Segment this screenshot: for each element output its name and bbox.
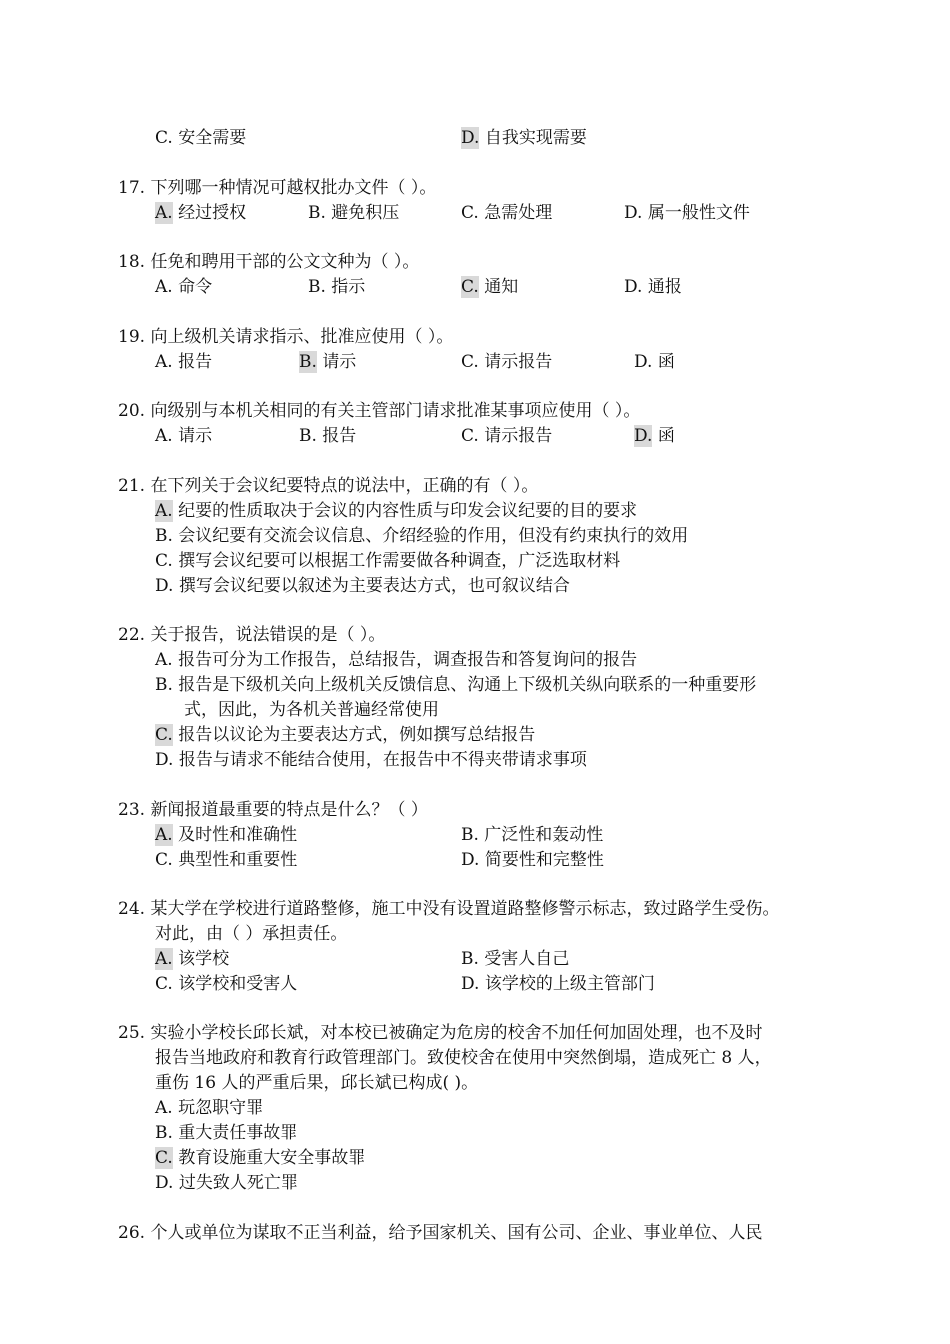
option-text: 该学校: [178, 949, 230, 969]
q26-stem-line1: 26. 个人或单位为谋取不正当利益，给予国家机关、国有公司、企业、事业单位、人民: [118, 1223, 763, 1243]
q22-stem: 22. 关于报告，说法错误的是（ ）。: [118, 625, 386, 645]
q25-stem-line1: 25. 实验小学校长邱长斌，对本校已被确定为危房的校舍不加任何加固处理，也不及时: [118, 1023, 763, 1043]
q20-stem: 20. 向级别与本机关相同的有关主管部门请求批准某事项应使用（ ）。: [118, 401, 641, 421]
q23-option-c: C. 典型性和重要性: [155, 850, 298, 870]
q20-option-c: C. 请示报告: [461, 426, 553, 446]
option-text: 安全需要: [178, 128, 247, 148]
q17-option-b: B. 避免积压: [308, 203, 400, 223]
q18-option-b: B. 指示: [308, 277, 366, 297]
q24-option-d: D. 该学校的上级主管部门: [461, 974, 655, 994]
q22-option-b-line1: B. 报告是下级机关向上级机关反馈信息、沟通上下级机关纵向联系的一种重要形: [155, 675, 757, 695]
q19-stem: 19. 向上级机关请求指示、批准应使用（ ）。: [118, 327, 454, 347]
q23-option-a: [155, 824, 297, 846]
answer-highlight: A.: [155, 501, 173, 521]
q21-option-a: [155, 500, 637, 522]
q21-option-c: C. 撰写会议纪要可以根据工作需要做各种调查，广泛选取材料: [155, 551, 621, 571]
answer-highlight: D.: [461, 128, 480, 148]
q22-option-d: D. 报告与请求不能结合使用，在报告中不得夹带请求事项: [155, 750, 587, 770]
option-text: 纪要的性质取决于会议的内容性质与印发会议纪要的目的要求: [178, 501, 638, 521]
option-text: 请示: [322, 352, 357, 372]
answer-highlight: A.: [155, 825, 173, 845]
q25-stem-line3: 重伤 16 人的严重后果，邱长斌已构成( )。: [155, 1073, 479, 1093]
q19-option-b: [299, 351, 356, 373]
q24-stem-line1: 24. 某大学在学校进行道路整修，施工中没有设置道路整修警示标志，致过路学生受伤。: [118, 899, 780, 919]
q16-option-c: [155, 127, 246, 149]
q20-option-a: A. 请示: [155, 426, 213, 446]
option-text: 自我实现需要: [484, 128, 587, 148]
q17-option-d: D. 属一般性文件: [624, 203, 750, 223]
q16-option-d: [461, 127, 587, 149]
answer-highlight: A.: [155, 949, 173, 969]
q18-option-c: [461, 276, 518, 298]
answer-highlight: B.: [299, 352, 317, 372]
option-text: 函: [657, 426, 675, 446]
answer-highlight: C.: [155, 725, 173, 745]
q25-option-b: B. 重大责任事故罪: [155, 1123, 298, 1143]
q19-option-c: C. 请示报告: [461, 352, 553, 372]
q25-stem-line2: 报告当地政府和教育行政管理部门。致使校舍在使用中突然倒塌，造成死亡 8 人，: [155, 1048, 772, 1068]
q25-option-a: A. 玩忽职守罪: [155, 1098, 264, 1118]
option-text: 教育设施重大安全事故罪: [178, 1148, 366, 1168]
q22-option-b-line2: 式，因此，为各机关普遍经常使用: [184, 700, 439, 720]
q17-stem: 17. 下列哪一种情况可越权批办文件（ ）。: [118, 178, 437, 198]
q20-option-d: [634, 425, 675, 447]
q23-option-d: D. 简要性和完整性: [461, 850, 604, 870]
answer-highlight: D.: [634, 426, 653, 446]
q21-stem: 21. 在下列关于会议纪要特点的说法中，正确的有（ ）。: [118, 476, 539, 496]
q19-option-d: D. 函: [634, 352, 675, 372]
q18-stem: 18. 任免和聘用干部的公文文种为（ ）。: [118, 252, 420, 272]
q23-option-b: B. 广泛性和轰动性: [461, 825, 604, 845]
answer-highlight: C.: [155, 1148, 173, 1168]
option-letter: C.: [155, 128, 173, 148]
q22-option-a: A. 报告可分为工作报告，总结报告，调查报告和答复询问的报告: [155, 650, 638, 670]
option-text: 报告以议论为主要表达方式，例如撰写总结报告: [178, 725, 536, 745]
option-text: 通知: [484, 277, 519, 297]
q24-option-a: [155, 948, 229, 970]
q22-option-c: [155, 724, 535, 746]
q21-option-d: D. 撰写会议纪要以叙述为主要表达方式，也可叙议结合: [155, 576, 570, 596]
answer-highlight: C.: [461, 277, 479, 297]
q19-option-a: A. 报告: [155, 352, 213, 372]
q24-option-c: C. 该学校和受害人: [155, 974, 298, 994]
answer-highlight: A.: [155, 203, 173, 223]
q21-option-b: B. 会议纪要有交流会议信息、介绍经验的作用，但没有约束执行的效用: [155, 526, 689, 546]
q17-option-a: [155, 202, 246, 224]
q18-option-a: A. 命令: [155, 277, 213, 297]
q25-option-d: D. 过失致人死亡罪: [155, 1173, 298, 1193]
option-text: 及时性和准确性: [178, 825, 298, 845]
q23-stem: 23. 新闻报道最重要的特点是什么？（ ）: [118, 800, 428, 820]
q25-option-c: [155, 1147, 365, 1169]
option-text: 经过授权: [178, 203, 247, 223]
q24-stem-line2: 对此，由（ ）承担责任。: [155, 924, 348, 944]
q18-option-d: D. 通报: [624, 277, 682, 297]
q17-option-c: C. 急需处理: [461, 203, 553, 223]
q20-option-b: B. 报告: [299, 426, 357, 446]
q24-option-b: B. 受害人自己: [461, 949, 570, 969]
